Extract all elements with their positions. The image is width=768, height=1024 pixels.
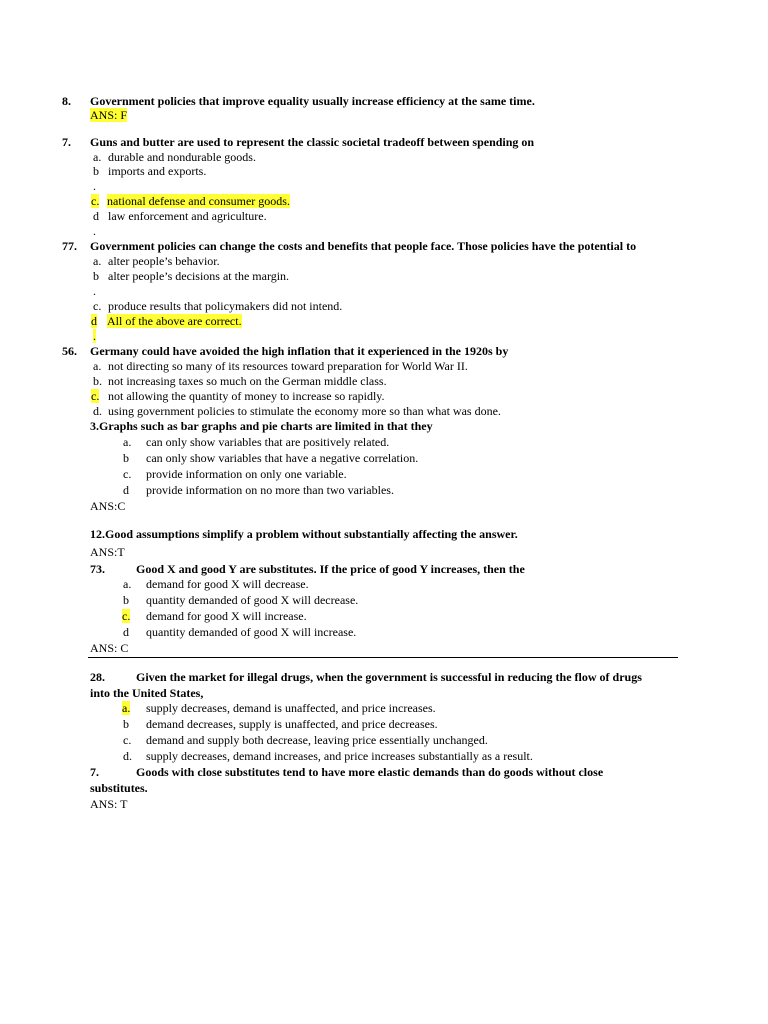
horizontal-rule xyxy=(88,657,678,658)
answer-key: ANS:T xyxy=(90,545,125,559)
option-text: produce results that policymakers did not intend. xyxy=(108,299,343,313)
option-text: demand for good X will decrease. xyxy=(146,577,309,591)
option-text: not increasing taxes so much on the German middle class. xyxy=(108,374,387,388)
answer-key: ANS: T xyxy=(90,797,128,811)
option-letter: a. xyxy=(93,359,102,373)
option-text: using government policies to stimulate the economy more so than what was done. xyxy=(108,404,501,418)
question-text: Guns and butter are used to represent the classic societal tradeoff between spending on xyxy=(90,135,535,149)
option-letter: b xyxy=(123,593,129,607)
option-letter: a. xyxy=(123,435,132,449)
answer-key: ANS:C xyxy=(90,499,126,513)
option-letter: a. xyxy=(93,150,102,164)
option-letter: c. xyxy=(91,389,100,403)
option-text: alter people’s behavior. xyxy=(108,254,220,268)
option-text: demand for good X will increase. xyxy=(146,609,307,623)
option-letter: a. xyxy=(123,577,132,591)
question-text-cont: into the United States, xyxy=(90,686,204,700)
question-number: 28. xyxy=(90,670,105,684)
option-text: quantity demanded of good X will decrease. xyxy=(146,593,359,607)
option-letter: b xyxy=(123,717,129,731)
option-letter: c. xyxy=(122,609,131,623)
question-text: Good X and good Y are substitutes. If the price of good Y increases, then the xyxy=(136,562,525,576)
option-text: durable and nondurable goods. xyxy=(108,150,256,164)
option-letter: d. xyxy=(93,404,102,418)
question-text-cont: substitutes. xyxy=(90,781,148,795)
option-text: All of the above are correct. xyxy=(107,314,242,328)
question-text: Goods with close substitutes tend to have more elastic demands than do goods without close xyxy=(136,765,604,779)
option-text: can only show variables that are positively related. xyxy=(146,435,390,449)
question-text: Government policies can change the costs and benefits that people face. Those policies have the potential to xyxy=(90,239,637,253)
option-letter: b xyxy=(93,164,99,178)
option-text: demand decreases, supply is unaffected, and price decreases. xyxy=(146,717,438,731)
option-letter: c. xyxy=(123,733,132,747)
option-letter: d xyxy=(123,483,129,497)
answer-key: ANS: C xyxy=(90,641,129,655)
question-number: 73. xyxy=(90,562,105,576)
option-letter: d xyxy=(93,209,99,223)
answer-key: ANS: F xyxy=(90,108,128,122)
stray-dot: . xyxy=(93,224,96,238)
option-text: not directing so many of its resources toward preparation for World War II. xyxy=(108,359,468,373)
question-text: Germany could have avoided the high inflation that it experienced in the 1920s by xyxy=(90,344,509,358)
stray-dot: . xyxy=(93,329,96,343)
question-text: 12.Good assumptions simplify a problem without substantially affecting the answer. xyxy=(90,527,518,541)
option-letter: c. xyxy=(93,299,102,313)
option-text: alter people’s decisions at the margin. xyxy=(108,269,290,283)
option-text: can only show variables that have a negative correlation. xyxy=(146,451,419,465)
option-text: quantity demanded of good X will increase. xyxy=(146,625,357,639)
question-text: Government policies that improve equality usually increase efficiency at the same time. xyxy=(90,94,535,108)
option-text: imports and exports. xyxy=(108,164,207,178)
option-letter: b. xyxy=(93,374,102,388)
stray-dot: . xyxy=(93,179,96,193)
question-number: 7. xyxy=(62,135,71,149)
option-letter: c. xyxy=(123,467,132,481)
option-letter: d. xyxy=(123,749,132,763)
option-text: supply decreases, demand is unaffected, and price increases. xyxy=(146,701,436,715)
option-text: demand and supply both decrease, leaving price essentially unchanged. xyxy=(146,733,488,747)
option-letter: c. xyxy=(91,194,100,208)
option-letter: a. xyxy=(122,701,131,715)
option-text: provide information on no more than two variables. xyxy=(146,483,394,497)
option-text: supply decreases, demand increases, and price increases substantially as a result. xyxy=(146,749,533,763)
question-number: 56. xyxy=(62,344,77,358)
question-number: 7. xyxy=(90,765,99,779)
question-number: 77. xyxy=(62,239,77,253)
option-text: law enforcement and agriculture. xyxy=(108,209,267,223)
option-letter: a. xyxy=(93,254,102,268)
option-text: provide information on only one variable. xyxy=(146,467,347,481)
question-text: 3.Graphs such as bar graphs and pie charts are limited in that they xyxy=(90,419,433,433)
option-letter: d xyxy=(123,625,129,639)
option-letter: b xyxy=(123,451,129,465)
option-letter: d xyxy=(91,314,97,328)
option-text: national defense and consumer goods. xyxy=(107,194,290,208)
stray-dot: . xyxy=(93,284,96,298)
question-text: Given the market for illegal drugs, when the government is successful in reducing the flow of drugs xyxy=(136,670,642,684)
option-letter: b xyxy=(93,269,99,283)
question-number: 8. xyxy=(62,94,71,108)
option-text: not allowing the quantity of money to increase so rapidly. xyxy=(108,389,385,403)
